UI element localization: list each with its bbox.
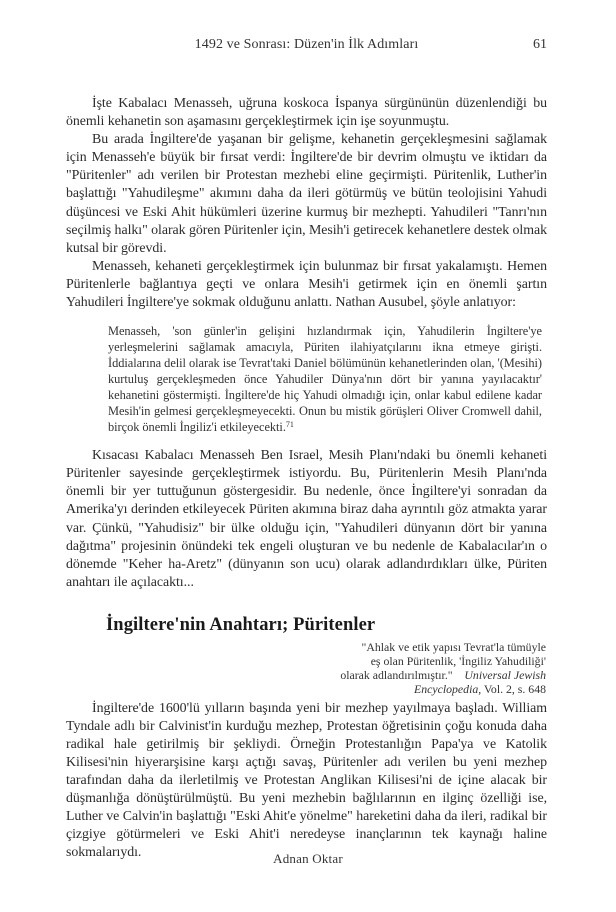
footnote-marker: 71 bbox=[285, 420, 294, 430]
running-header bbox=[66, 37, 547, 55]
epigraph-source: Universal Jewish bbox=[464, 668, 546, 683]
epigraph-line: eş olan Püritenlik, 'İngiliz Yahudiliği' bbox=[370, 654, 546, 669]
epigraph-source-title: Encyclopedia bbox=[414, 682, 479, 697]
section-heading: İngiltere'nin Anahtarı; Püritenler bbox=[106, 614, 376, 635]
paragraph-4: Kısacası Kabalacı Menasseh Ben Israel, Mesih Planı'ndaki bu önemli kehaneti Püritenler sayesinde gerçekleştirmek istiyordu. Bu, Püritenlerin Mesih Planı'nda önemli bir yer tuttuğunun göstergesidir. Bu nedenle, önce İngiltere'yi sonradan da Amerika'yı derinden etkileyecek Püriten akımına biraz daha ayrıntılı göz atmakta yarar var. Çünkü, "Yahudisiz" bir ülke olduğu için, "Yahudileri dünyanın dört bir yanına dağıtma" projesinin önündeki tek engeli oluşturan ve bu nedenle de Kabalacılar'ın o dönemde "Keher ha-Aretz" (dünyanın son ucu) olarak adlandırdıkları ülke, Püriten anahtarı ile açılacaktı... bbox=[66, 448, 547, 590]
page-number: 61 bbox=[533, 37, 547, 52]
paragraph-1: İşte Kabalacı Menasseh, uğruna koskoca İspanya sürgününün düzenlendiği bu önemli kehanetin son aşamasını gerçekleştirmek için işe soyunmuştu. bbox=[66, 96, 547, 130]
epigraph-citation bbox=[66, 682, 546, 696]
epigraph bbox=[66, 640, 547, 697]
paragraph-3: Menasseh, kehaneti gerçekleştirmek için bulunmaz bir fırsat yakalamıştı. Hemen Püritenlerle bağlantıya geçti ve onlara Mesih'i getirmek için en önemli şartın Yahudileri İngiltere'ye sokmak olduğunu anlattı. Nathan Ausubel, şöyle anlatıyor: bbox=[66, 258, 547, 311]
epigraph-line: "Ahlak ve etik yapısı Tevrat'la tümüyle bbox=[361, 639, 546, 654]
paragraph-5: İngiltere'de 1600'lü yılların başında yeni bir mezhep yayılmaya başladı. William Tyndale adlı bir Calvinist'in kurduğu mezhep, Protestan öğretisinin çoğu konuda daha radikal hale getirilmiş bir şekliydi. Örneğin Protestanlığın Papa'ya ve Katolik Kilisesi'nin hiyerarşisine karşı açtığı savaş, Püritenler adı verilen bu yeni mezhep tarafından daha da ilerletilmiş ve Protestan Anglikan Kilisesi'ni de içine alacak bir düşmanlığa dönüştürülmüştü. Bu yeni mezhebin bağlılarının en ilginç özelliği ise, Luther ve Calvin'in başlattığı "Eski Ahit'e yönelme" hareketini daha da ileri, radikal bir çizgiye götürmeleri ve Eski Ahit'i neredeyse inançlarının tek kaynağı haline sokmalarıydı. bbox=[66, 700, 547, 861]
footer-author: Adnan Oktar bbox=[273, 851, 343, 866]
running-title: 1492 ve Sonrası: Düzen'in İlk Adımları bbox=[194, 37, 419, 52]
epigraph-source-volume: , Vol. 2, s. 648 bbox=[478, 682, 546, 697]
epigraph-text: olarak adlandırılmıştır." bbox=[340, 668, 453, 683]
paragraph-2: Bu arada İngiltere'de yaşanan bir gelişme, kehanetin gerçekleşmesini sağlamak için Menasseh'e büyük bir fırsat verdi: İngiltere'de bir devrim olmuştu ve iktidarı da "Püritenler" adı verilen bir Protestan mezhebi eline geçirmişti. Püritenlik, Luther'in başlattığı "Yahudileşme" akımını daha da ileri götürmüş ve bütün teolojisini Yahudi düşüncesi ve Eski Ahit hükümleri üzerine kurmuş bir mezhepti. Yahudileri "Tanrı'nın seçilmiş halkı" olarak gören Püritenler için, Mesih'i getirecek kehanetlere destek olmak kutsal bir görevdi. bbox=[66, 132, 547, 256]
block-quote bbox=[108, 323, 542, 435]
block-quote-text bbox=[108, 323, 542, 435]
quote-body: Menasseh, 'son günler'in gelişini hızlandırmak için, Yahudilerin İngiltere'ye yerleşmelerini sağlamak amacıyla, Püriten ilahiyatçılarını ikna etmeye girişti. İddialarına delil olarak ise Tevrat'taki Daniel bölümünün kehanetlerinden olan, '(Mesihi) kurtuluş gerçekleşmeden önce Yahudiler Dünya'nın dört bir yanına yayılacaktır' kehanetini göstermişti. İngiltere'de hiç Yahudi olmadığı için, onlar kabul edilene kadar Mesih'in gelmesi gerçekleşmeyecekti. Onun bu mistik görüşleri Oliver Cromwell dahil, birçok önemli İngiliz'i etkileyecekti. bbox=[108, 324, 542, 435]
body-text bbox=[66, 95, 547, 863]
epigraph-line bbox=[66, 668, 546, 682]
